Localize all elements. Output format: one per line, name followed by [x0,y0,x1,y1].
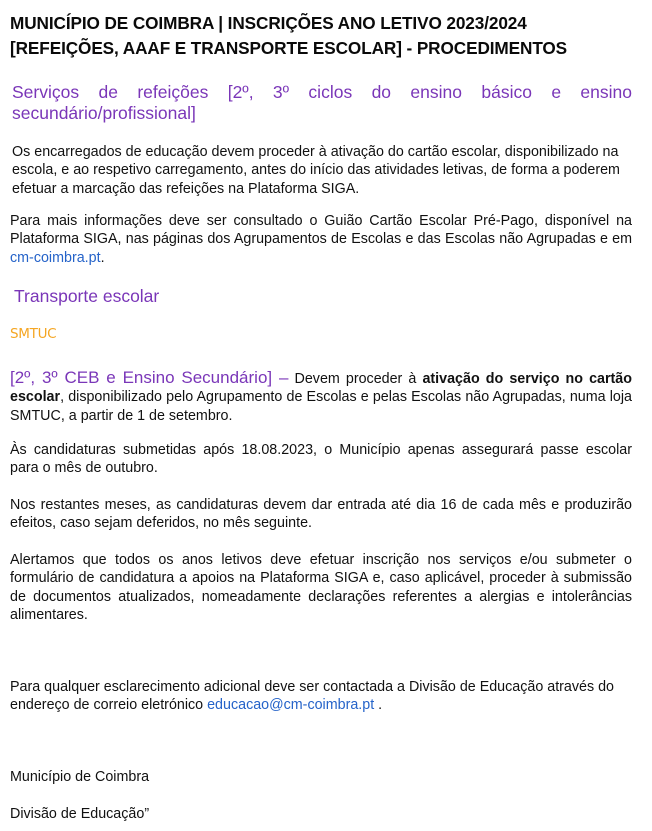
ceb-bold-activation: ativação do serviço no cartão escolar [10,371,632,406]
ceb-label: [2º, 3º CEB e Ensino Secundário] – [10,368,289,387]
contact-end: . [374,697,383,714]
transport-paragraph-after-date: Às candidaturas submetidas após 18.08.2023, o Município apenas assegurará passe escolar para o mês de outubro. [10,442,632,477]
transport-section-heading: Transporte escolar [14,286,160,306]
more-info-text: Para mais informações deve ser consultado o Guião Cartão Escolar Pré-Pago, disponível na Plataforma SIGA, nas páginas dos Agrupamentos de Escolas e das Escolas não Agrupadas e em [10,213,632,248]
meals-section-heading: Serviços de refeições [2º, 3º ciclos do ensino básico e ensino secundário/profissional] [12,82,632,123]
signature-municipality: Município de Coimbra [10,769,150,785]
signature-division: Divisão de Educação” [10,806,150,822]
ceb-text-2: , disponibilizado pelo Agrupamento de Escolas e pelas Escolas não Agrupadas, numa loja SMTUC, a partir de 1 de setembro. [10,389,632,424]
title-line-1: MUNICÍPIO DE COIMBRA | INSCRIÇÕES ANO LETIVO 2023/2024 [10,13,527,33]
title-line-2: [REFEIÇÕES, AAAF E TRANSPORTE ESCOLAR] - PROCEDIMENTOS [10,38,568,58]
contact-paragraph [10,678,632,715]
transport-paragraph-remaining-months: Nos restantes meses, as candidaturas devem dar entrada até dia 16 de cada mês e produzirão efeitos, caso sejam deferidos, no mês seguinte. [10,497,632,532]
cm-coimbra-link[interactable]: cm-coimbra.pt [10,249,101,266]
more-info-end: . [100,249,105,266]
meals-paragraph-more-info [10,212,632,267]
meals-paragraph-activation: Os encarregados de educação devem proceder à ativação do cartão escolar, disponibilizado na escola, e ao respetivo carregamento, antes do início das atividades letivas, de forma a poderem efetuar a marcação das refeições na Plataforma SIGA. [12,144,620,197]
education-email-link[interactable]: educacao@cm-coimbra.pt [207,697,375,714]
smtuc-subheading: SMTUC [10,326,57,342]
document-title [10,11,640,61]
contact-text: Para qualquer esclarecimento adicional deve ser contactada a Divisão de Educação através do endereço de correio eletrónico [10,679,615,714]
ceb-text-1: Devem proceder à [288,371,423,387]
transport-paragraph-alert: Alertamos que todos os anos letivos deve efetuar inscrição nos serviços e/ou submeter o formulário de candidatura a apoios na Plataforma SIGA e, caso aplicável, proceder à submissão de documentos atualizados, nomeadamente declarações referentes a alergias e intolerâncias alimentares. [10,552,632,623]
transport-ceb-paragraph [10,369,632,425]
